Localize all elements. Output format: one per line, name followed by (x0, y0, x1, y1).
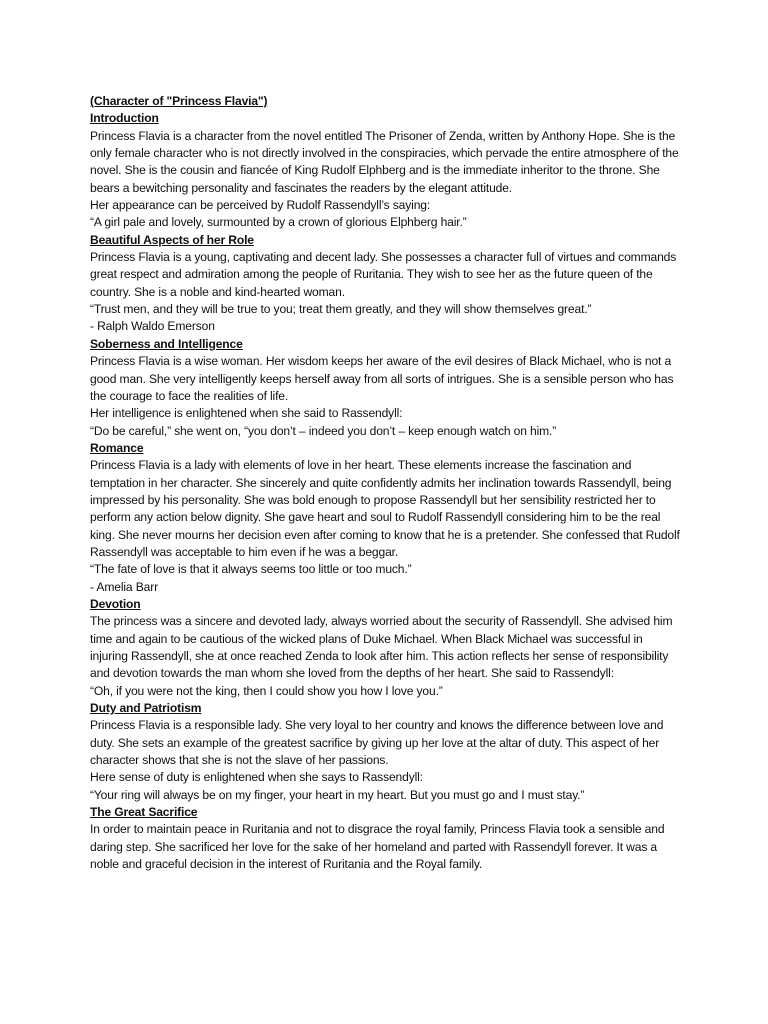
quote-attribution: - Amelia Barr (90, 579, 158, 594)
section-great-sacrifice (90, 804, 680, 873)
section-soberness-intelligence (90, 336, 680, 440)
paragraph: Princess Flavia is a wise woman. Her wisdom keeps her aware of the evil desires of Black Michael, who is not a good man. She very intelligently keeps herself away from all sorts of intrigues. She is a sensible person who has the courage to face the realities of life. (90, 354, 674, 403)
section-heading: Soberness and Intelligence (90, 336, 243, 351)
section-heading: Devotion (90, 596, 141, 611)
paragraph: Princess Flavia is a young, captivating and decent lady. She possesses a character full of virtues and commands great respect and admiration among the people of Ruritania. They wish to see her as the future queen of the country. She is a noble and kind-hearted woman. (90, 250, 677, 299)
section-introduction (90, 110, 680, 231)
quote: “The fate of love is that it always seems too little or too much.” (90, 562, 412, 577)
paragraph: In order to maintain peace in Ruritania and not to disgrace the royal family, Princess Flavia took a sensible and daring step. She sacrificed her love for the sake of her homeland and parted with Rassendyll forever. It was a noble and graceful decision in the interest of Ruritania and the Royal family. (90, 822, 665, 872)
quote: “Trust men, and they will be true to you; treat them greatly, and they will show themselves great.” (90, 302, 592, 317)
section-heading: Romance (90, 440, 144, 455)
section-devotion (90, 596, 680, 700)
quote: “Your ring will always be on my finger, your heart in my heart. But you must go and I must stay.” (90, 787, 585, 802)
paragraph: Princess Flavia is a lady with elements of love in her heart. These elements increase the fascination and temptation in her character. She sincerely and quite confidently admits her inclination towards Rassendyll, being impressed by his personality. She was bold enough to propose Rassendyll but her sensibility restricted her to perform any action below dignity. She gave heart and soul to Rudolf Rassendyll considering him to be the real king. She never mourns her decision even after coming to know that he is a pretender. She confessed that Rudolf Rassendyll was acceptable to him even if he was a beggar. (90, 458, 680, 559)
quote: “A girl pale and lovely, surmounted by a crown of glorious Elphberg hair.” (90, 215, 467, 230)
section-duty-patriotism (90, 700, 680, 804)
section-heading: Introduction (90, 111, 159, 126)
quote: “Do be careful,” she went on, “you don’t – indeed you don’t – keep enough watch on him.” (90, 423, 557, 438)
paragraph: Her intelligence is enlightened when she said to Rassendyll: (90, 406, 403, 421)
section-heading: Duty and Patriotism (90, 701, 202, 716)
paragraph: Here sense of duty is enlightened when she says to Rassendyll: (90, 770, 423, 785)
document-body (90, 93, 680, 873)
quote-attribution: - Ralph Waldo Emerson (90, 319, 215, 334)
paragraph: The princess was a sincere and devoted lady, always worried about the security of Rassendyll. She advised him time and again to be cautious of the wicked plans of Duke Michael. When Black Michael was successful in injuring Rassendyll, she at once reached Zenda to look after him. This action reflects her sense of responsibility and devotion towards the man whom she loved from the depths of her heart. She said to Rassendyll: (90, 614, 673, 681)
section-romance (90, 440, 680, 596)
paragraph: Princess Flavia is a responsible lady. She very loyal to her country and knows the difference between love and duty. She sets an example of the greatest sacrifice by giving up her love at the altar of duty. This aspect of her character shows that she is not the slave of her passions. (90, 718, 664, 768)
section-heading: The Great Sacrifice (90, 805, 198, 820)
document-title: (Character of "Princess Flavia") (90, 94, 268, 108)
paragraph: Her appearance can be perceived by Rudolf Rassendyll’s saying: (90, 198, 431, 213)
section-beautiful-aspects (90, 232, 680, 336)
section-heading: Beautiful Aspects of her Role (90, 232, 254, 247)
quote: “Oh, if you were not the king, then I could show you how I love you.” (90, 683, 443, 698)
paragraph: Princess Flavia is a character from the novel entitled The Prisoner of Zenda, written by Anthony Hope. She is the only female character who is not directly involved in the conspiracies, which pervade the entire atmosphere of the novel. She is the cousin and fiancée of King Rudolf Elphberg and is the immediate inheritor to the throne. She bears a bewitching personality and fascinates the readers by the elegant attitude. (90, 128, 679, 195)
